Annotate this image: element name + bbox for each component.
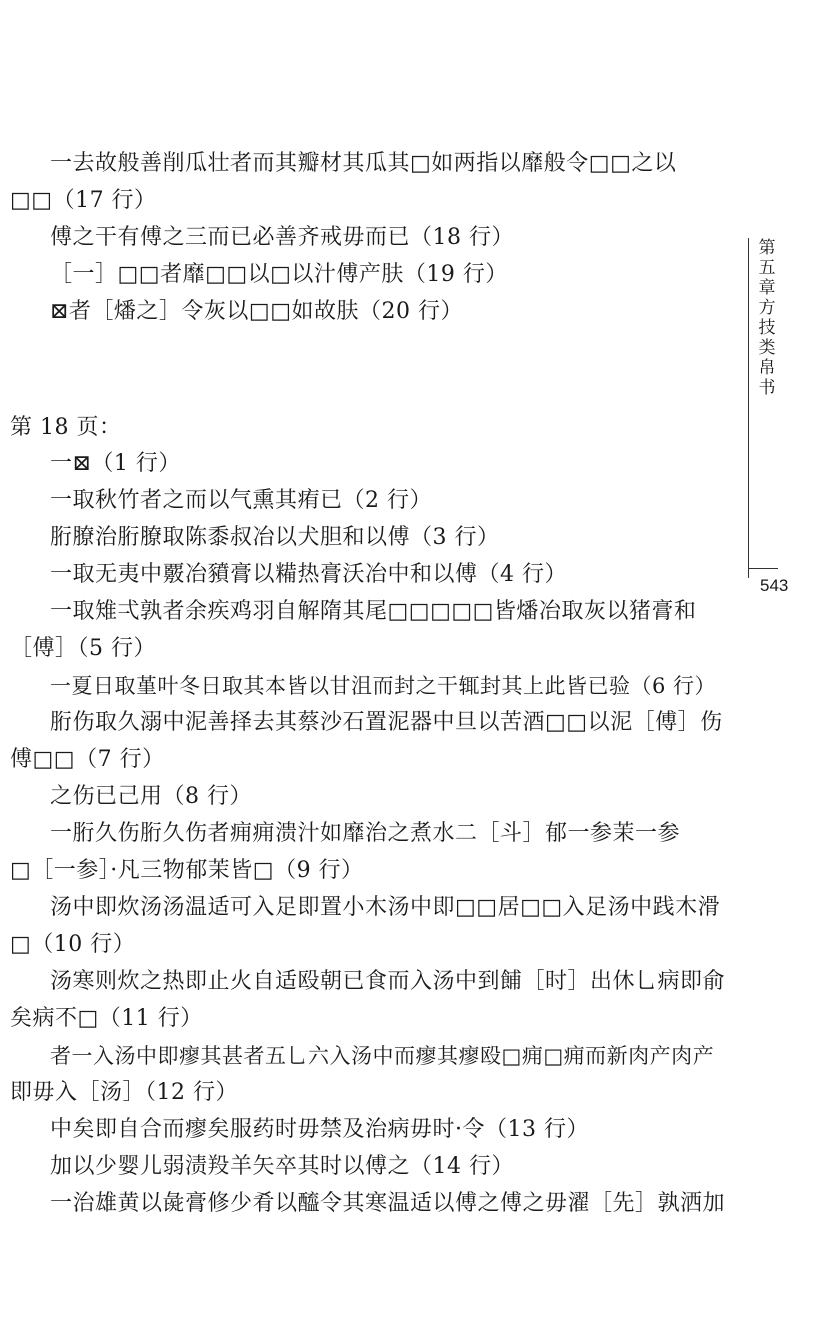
sidebar-page-tick: [748, 568, 778, 569]
section-heading: 第 18 页：: [10, 415, 122, 440]
text-line: 中矣即自合而瘳矣服药时毋禁及治病毋时·令（13 行）: [50, 1117, 589, 1142]
text-line: 胻伤取久溺中泥善择去其蔡沙石置泥器中旦以苦酒□□以泥［傅］伤: [50, 710, 723, 735]
text-line: 一夏日取堇叶冬日取其本皆以甘沮而封之干辄封其上此皆已验（6 行）: [50, 674, 717, 698]
text-line: 傅□□（7 行）: [10, 747, 165, 772]
text-line: 一取无夷中覈冶豶膏以糒热膏沃冶中和以傅（4 行）: [50, 562, 567, 587]
text-line: ⊠者［燔之］令灰以□□如故肤（20 行）: [50, 299, 463, 324]
text-line: 矣病不□（11 行）: [10, 1006, 203, 1031]
sidebar-vertical-rule: [748, 238, 749, 578]
text-line: □（10 行）: [10, 932, 136, 957]
text-line: 之伤已己用（8 行）: [50, 784, 252, 809]
chapter-title: 第五章 方技类帛书: [758, 238, 793, 398]
text-line: 一去故般善削瓜壮者而其瓣材其瓜其□如两指以靡般令□□之以: [50, 151, 677, 176]
text-line: 者一入汤中即瘳其甚者五乚六入汤中而瘳其瘳殴□痈□痈而新肉产肉产: [50, 1044, 715, 1068]
text-line: □□（17 行）: [10, 188, 157, 213]
text-line: □［一参］·凡三物郁茉皆□（9 行）: [10, 858, 364, 883]
text-line: 一治雄黄以彘膏修少肴以醯令其寒温适以傅之傅之毋濯［先］孰洒加: [50, 1191, 726, 1216]
text-line: 汤寒则炊之热即止火自适殴朝已食而入汤中到餔［时］出休乚病即俞: [50, 969, 726, 994]
text-line: 胻膫治胻膫取陈黍叔冶以犬胆和以傅（3 行）: [50, 525, 500, 550]
page-number: 543: [760, 576, 789, 595]
text-line: 一取秋竹者之而以气熏其痏已（2 行）: [50, 488, 432, 513]
text-line: 即毋入［汤］（12 行）: [10, 1080, 238, 1105]
text-line: ［傅］（5 行）: [10, 636, 156, 661]
text-line: ［一］□□者靡□□以□以汁傅产肤（19 行）: [50, 262, 508, 287]
text-line: 一胻久伤胻久伤者痈痈溃汁如靡治之煮水二［斗］郁一参茉一参: [50, 821, 681, 846]
text-line: 傅之干有傅之三而已必善齐戒毋而已（18 行）: [50, 225, 514, 250]
text-line: 一取雉弌孰者余疾鸡羽自解隋其尾□□□□□皆燔冶取灰以猪膏和: [50, 599, 697, 624]
text-line: 加以少婴儿弱渍羖羊矢卒其时以傅之（14 行）: [50, 1154, 514, 1179]
text-line: 一⊠（1 行）: [50, 451, 181, 476]
text-line: 汤中即炊汤汤温适可入足即置小木汤中即□□居□□入足汤中践木滑: [50, 895, 721, 920]
